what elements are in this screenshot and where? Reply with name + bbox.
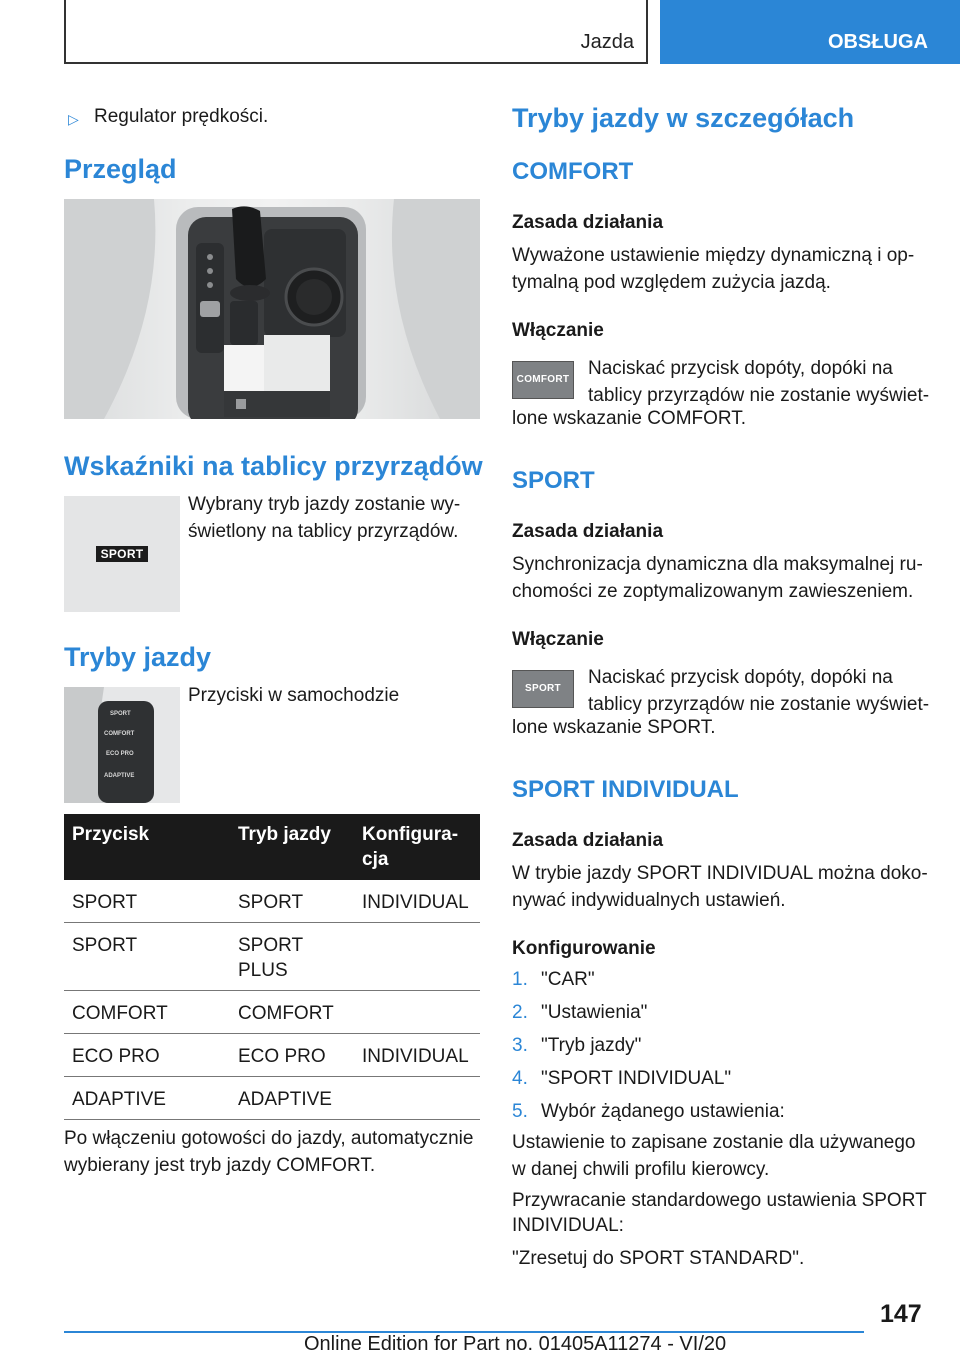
details-title: Tryby jazdy w szczegółach: [512, 103, 855, 133]
comfort-principle-line2: tymalną pod względem zużycia jazdą.: [512, 272, 831, 293]
table-cell: INDIVIDUAL: [354, 880, 480, 923]
modes-table: [64, 814, 480, 1120]
individual-principle-line2: nywać indywidualnych ustawień.: [512, 890, 786, 911]
sport-button-icon-label: SPORT: [525, 683, 561, 694]
console-btn-eco-pro: ECO PRO: [106, 751, 134, 757]
table-header-row: [64, 814, 480, 880]
bullet-text: Regulator prędkości.: [94, 106, 269, 127]
restore-line1: Przywracanie standardowego ustawienia SPORT: [512, 1190, 927, 1211]
list-item: [512, 963, 785, 996]
table-row: [64, 880, 480, 923]
header-chapter: Jazda: [580, 31, 634, 53]
individual-principle-label: Zasada działania: [512, 830, 664, 851]
config-steps-list: [512, 963, 785, 1128]
table-row: [64, 923, 480, 991]
step-number: 2.: [512, 1002, 528, 1023]
comfort-button-icon-label: COMFORT: [516, 374, 570, 385]
comfort-activation-line2: tablicy przyrządów nie zostanie wyświet-: [588, 385, 930, 406]
table-cell: SPORT: [230, 880, 354, 923]
instrument-cluster-thumb: [64, 496, 180, 612]
indicators-text-line1: Wybrany tryb jazdy zostanie wy-: [188, 494, 461, 515]
comfort-button-icon: [512, 361, 574, 399]
table-cell: [354, 1077, 480, 1120]
sport-activation-line1: Naciskać przycisk dopóty, dopóki na: [588, 667, 893, 688]
overview-title: Przegląd: [64, 154, 177, 184]
table-header-button: Przycisk: [64, 814, 230, 880]
console-illustration: [64, 199, 480, 419]
after-table-line2: wybierany jest tryb jazdy COMFORT.: [64, 1155, 376, 1176]
console-btn-comfort: COMFORT: [104, 731, 135, 737]
modes-title: Tryby jazdy: [64, 642, 212, 672]
comfort-principle-label: Zasada działania: [512, 212, 664, 233]
list-item: [512, 1062, 785, 1095]
step-text: "Ustawienia": [541, 1002, 648, 1023]
sport-activation-line3: lone wskazanie SPORT.: [512, 717, 716, 738]
comfort-heading: COMFORT: [512, 158, 634, 185]
console-btn-adaptive: ADAPTIVE: [104, 773, 135, 779]
console-buttons-illustration: [64, 687, 180, 803]
list-item: [512, 1029, 785, 1062]
step-number: 1.: [512, 969, 528, 990]
individual-principle-line1: W trybie jazdy SPORT INDIVIDUAL można doko-: [512, 863, 928, 884]
step-text: Wybór żądanego ustawienia:: [541, 1101, 785, 1122]
table-cell: SPORT PLUS: [230, 923, 354, 991]
console-btn-sport: SPORT: [110, 711, 131, 717]
header-chapter-box: [64, 0, 648, 64]
comfort-activation-line1: Naciskać przycisk dopóty, dopóki na: [588, 358, 893, 379]
indicators-title: Wskaźniki na tablicy przyrządów: [64, 451, 483, 481]
step-number: 5.: [512, 1101, 528, 1122]
saved-line1: Ustawienie to zapisane zostanie dla używanego: [512, 1132, 916, 1153]
comfort-activation-line3: lone wskazanie COMFORT.: [512, 408, 747, 429]
table-cell: ECO PRO: [64, 1034, 230, 1077]
restore-line2: INDIVIDUAL:: [512, 1215, 624, 1236]
table-cell: INDIVIDUAL: [354, 1034, 480, 1077]
gear-selector-photo: [64, 199, 480, 419]
footer-edition: Online Edition for Part no. 01405A11274 - VI/20: [304, 1333, 727, 1355]
step-number: 4.: [512, 1068, 528, 1089]
sport-principle-label: Zasada działania: [512, 521, 664, 542]
bullet-triangle-icon: ▷: [68, 111, 79, 127]
table-cell: ADAPTIVE: [230, 1077, 354, 1120]
step-text: "SPORT INDIVIDUAL": [541, 1068, 732, 1089]
list-item: [512, 996, 785, 1029]
console-buttons-thumb: [64, 687, 180, 803]
step-text: "Tryb jazdy": [541, 1035, 642, 1056]
comfort-activation-label: Włączanie: [512, 320, 604, 341]
page-number: 147: [880, 1300, 922, 1328]
table-cell: ECO PRO: [230, 1034, 354, 1077]
table-row: [64, 1034, 480, 1077]
indicators-text-line2: świetlony na tablicy przyrządów.: [188, 521, 459, 542]
table-row: [64, 1077, 480, 1120]
table-cell: SPORT: [64, 880, 230, 923]
sport-heading: SPORT: [512, 467, 595, 494]
individual-config-label: Konfigurowanie: [512, 938, 656, 959]
restore-line3: "Zresetuj do SPORT STANDARD".: [512, 1248, 805, 1269]
sport-button-icon: [512, 670, 574, 708]
saved-line2: w danej chwili profilu kierowcy.: [512, 1159, 770, 1180]
header-section-label: OBSŁUGA: [828, 31, 928, 53]
comfort-principle-line1: Wyważone ustawienie między dynamiczną i op-: [512, 245, 915, 266]
sport-principle-line1: Synchronizacja dynamiczna dla maksymalnej ru-: [512, 554, 923, 575]
modes-text: Przyciski w samochodzie: [188, 685, 400, 706]
sport-activation-label: Włączanie: [512, 629, 604, 650]
sport-principle-line2: chomości ze zoptymalizowanym zawieszeniem.: [512, 581, 914, 602]
after-table-line1: Po włączeniu gotowości do jazdy, automatycznie: [64, 1128, 474, 1149]
table-cell: [354, 991, 480, 1034]
table-cell: ADAPTIVE: [64, 1077, 230, 1120]
table-header-config: Konfigura- cja: [354, 814, 480, 880]
step-text: "CAR": [541, 969, 595, 990]
list-item: [512, 1095, 785, 1128]
table-cell: COMFORT: [64, 991, 230, 1034]
header-section-tab[interactable]: [660, 0, 960, 64]
table-row: [64, 991, 480, 1034]
step-number: 3.: [512, 1035, 528, 1056]
sport-activation-line2: tablicy przyrządów nie zostanie wyświet-: [588, 694, 930, 715]
table-header-mode: Tryb jazdy: [230, 814, 354, 880]
table-cell: SPORT: [64, 923, 230, 991]
table-cell: [354, 923, 480, 991]
sport-indicator-badge: SPORT: [96, 546, 148, 562]
table-cell: COMFORT: [230, 991, 354, 1034]
individual-heading: SPORT INDIVIDUAL: [512, 776, 739, 803]
